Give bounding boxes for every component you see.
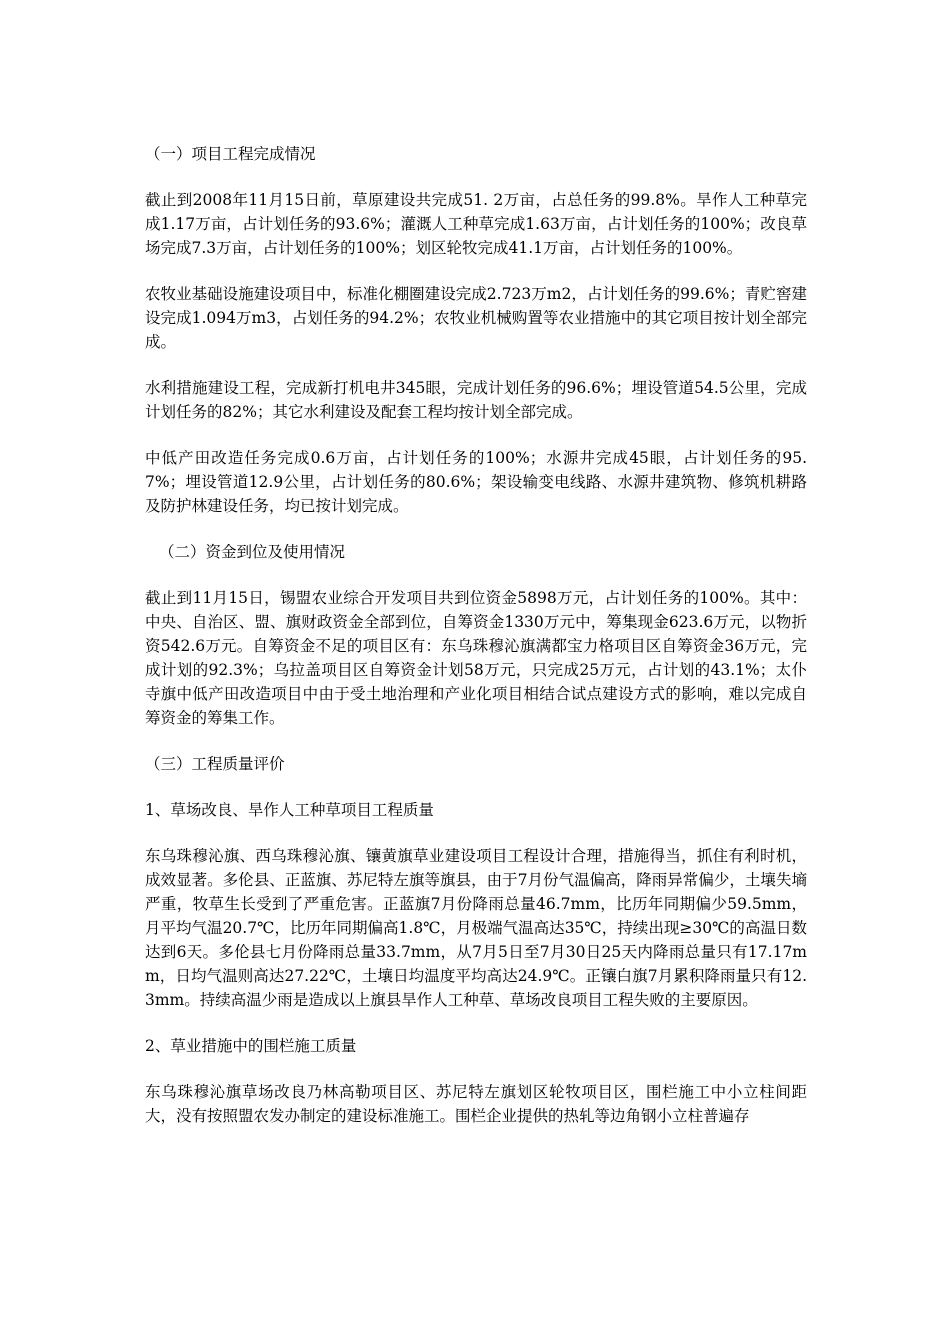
- paragraph-funding: 截止到11月15日，锡盟农业综合开发项目共到位资金5898万元，占计划任务的100%。其中：中央、自治区、盟、旗财政资金全部到位，自筹资金1330万元中，筹集现金623.6万元，以物折资542.6万元。自筹资金不足的项目区有：东乌珠穆沁旗满都宝力格项目区自筹资金36万元，完成计划的92.3%；乌拉盖项目区自筹资金计划58万元，只完成25万元，占计划的43.1%；太仆寺旗中低产田改造项目中由于受土地治理和产业化项目相结合试点建设方式的影响，难以完成自筹资金的筹集工作。: [145, 589, 807, 727]
- section-heading-3: （三）工程质量评价: [145, 755, 285, 773]
- document-body: [145, 142, 807, 1128]
- paragraph-farmland-improvement: 中低产田改造任务完成0.6万亩，占计划任务的100%；水源井完成45眼，占计划任务的95.7%；埋设管道12.9公里，占计划任务的80.6%；架设输变电线路、水源井建筑物、修筑机耕路及防护林建设任务，均已按计划完成。: [145, 449, 807, 515]
- paragraph-fence-quality: 东乌珠穆沁旗草场改良乃林高勒项目区、苏尼特左旗划区轮牧项目区，围栏施工中小立柱间距大，没有按照盟农发办制定的建设标准施工。围栏企业提供的热轧等边角钢小立柱普遍存: [145, 1083, 807, 1125]
- subheading-1: 1、草场改良、旱作人工种草项目工程质量: [145, 801, 434, 819]
- section-heading-1: （一）项目工程完成情况: [145, 145, 316, 163]
- paragraph-infrastructure: 农牧业基础设施建设项目中，标准化棚圈建设完成2.723万m2，占计划任务的99.6%；青贮窖建设完成1.094万m3，占划任务的94.2%；农牧业机械购置等农业措施中的其它项目按计划全部完成。: [145, 285, 807, 351]
- paragraph-grassland-quality: 东乌珠穆沁旗、西乌珠穆沁旗、镶黄旗草业建设项目工程设计合理，措施得当，抓住有利时机，成效显著。多伦县、正蓝旗、苏尼特左旗等旗县，由于7月份气温偏高，降雨异常偏少，土壤失墒严重，牧草生长受到了严重危害。正蓝旗7月份降雨总量46.7mm，比历年同期偏少59.5mm，月平均气温20.7℃，比历年同期偏高1.8℃，月极端气温高达35℃，持续出现≥30℃的高温日数达到6天。多伦县七月份降雨总量33.7mm，从7月5日至7月30日25天内降雨总量只有17.17mm，日均气温则高达27.22℃，土壤日均温度平均高达24.9℃。正镶白旗7月累积降雨量只有12.3mm。持续高温少雨是造成以上旗县旱作人工种草、草场改良项目工程失败的主要原因。: [145, 847, 807, 1009]
- section-heading-2: （二）资金到位及使用情况: [159, 543, 346, 561]
- paragraph-water-works: 水利措施建设工程，完成新打机电井345眼，完成计划任务的96.6%；埋设管道54.5公里，完成计划任务的82%；其它水利建设及配套工程均按计划全部完成。: [145, 379, 807, 421]
- subheading-2: 2、草业措施中的围栏施工质量: [145, 1037, 357, 1055]
- paragraph-grassland-progress: 截止到2008年11月15日前，草原建设共完成51. 2万亩，占总任务的99.8%。旱作人工种草完成1.17万亩，占计划任务的93.6%；灌溉人工种草完成1.63万亩，占计划任务的100%；改良草场完成7.3万亩，占计划任务的100%；划区轮牧完成41.1万亩，占计划任务的100%。: [145, 191, 807, 257]
